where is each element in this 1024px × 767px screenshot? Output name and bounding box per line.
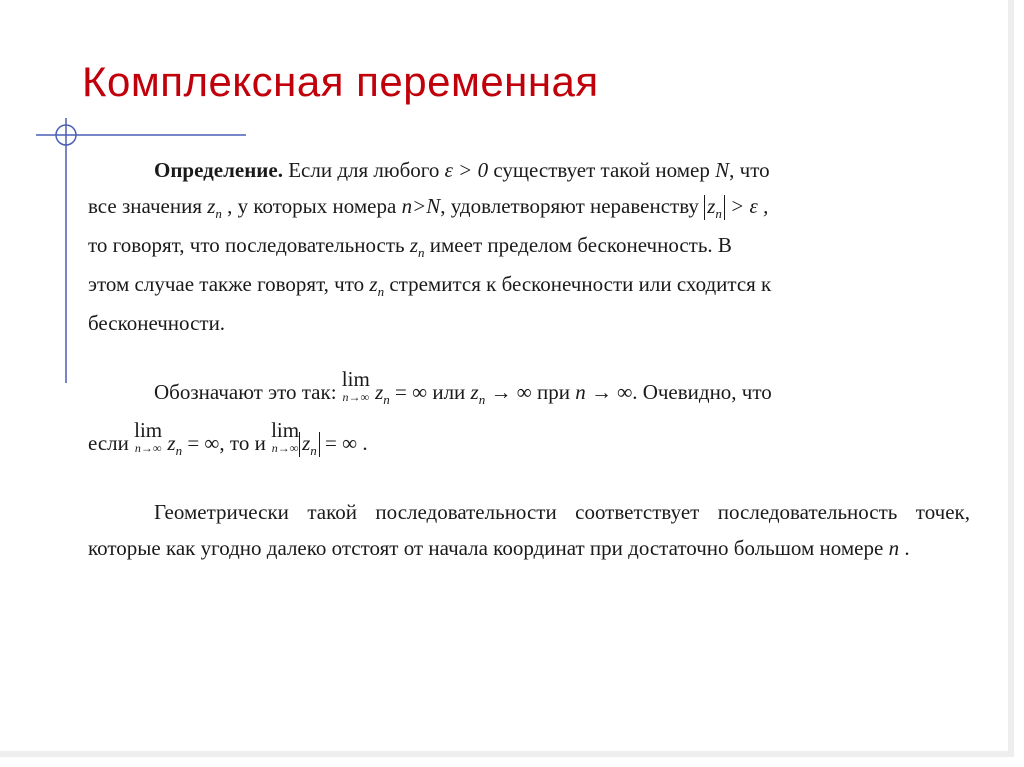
slide-title: Комплексная переменная	[82, 58, 599, 105]
definition-label: Определение.	[154, 158, 283, 182]
abs-zn: $z_n$	[299, 432, 320, 457]
geometry-paragraph: Геометрически такой последовательности соответствует последовательность точек, которые как угодно далеко отстоят от начала координат при достаточно большом номере n .	[88, 500, 970, 560]
notation-paragraph: Обозначают это так: lim n→∞ $z_n$ = ∞ или $z_n$ → ∞ при n → ∞. Очевидно, что если lim n→∞ $z_n$ = ∞, то и lim n→∞ $z_n$ = ∞ .	[88, 367, 772, 458]
limit-expression: lim n→∞	[341, 367, 370, 404]
abs-zn: $z_n$	[704, 195, 725, 220]
definition-paragraph: Определение. Если для любого ε > 0 существует такой номер N, что все значения $z_n$ , у которых номера n>N, удовлетворяют неравенству $z_n > \varepsilon$ , то говорят, что последовательность $z_n$ имеет пределом бесконечность. В этом случае также говорят, что $z_n$ стремится к бесконечности или сходится к бесконечности.	[88, 158, 772, 335]
limit-expression: lim n→∞	[271, 418, 300, 455]
limit-expression: lim n→∞	[134, 418, 163, 455]
